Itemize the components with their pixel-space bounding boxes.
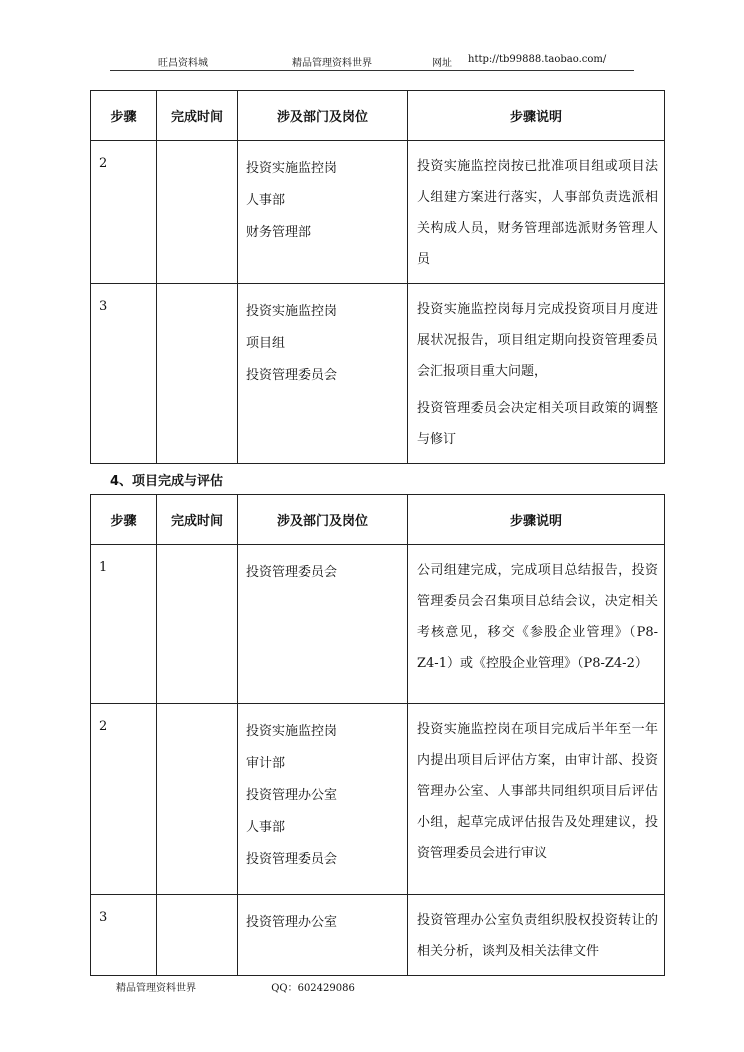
department-list bbox=[238, 141, 407, 249]
completion-time bbox=[157, 141, 238, 284]
page-header bbox=[110, 52, 634, 71]
header-time: 完成时间 bbox=[157, 495, 238, 545]
header-url-label: 网址 bbox=[432, 58, 452, 69]
header-departments: 涉及部门及岗位 bbox=[238, 495, 408, 545]
table-header-row bbox=[91, 91, 665, 141]
completion-time bbox=[157, 284, 238, 464]
description-paragraph: 投资实施监控岗每月完成投资项目月度进展状况报告，项目组定期向投资管理委员会汇报项目重大问题， bbox=[417, 302, 658, 379]
step-number: 3 bbox=[99, 910, 108, 925]
department-item: 投资管理委员会 bbox=[246, 852, 338, 867]
department-item: 人事部 bbox=[246, 193, 286, 208]
footer-qq-text: QQ：602429086 bbox=[271, 983, 355, 994]
department-item: 投资管理委员会 bbox=[246, 368, 338, 383]
department-list bbox=[238, 895, 407, 939]
step-number: 2 bbox=[99, 719, 108, 734]
page-footer bbox=[116, 979, 427, 994]
department-item: 投资实施监控岗 bbox=[246, 724, 338, 739]
header-description: 步骤说明 bbox=[408, 91, 665, 141]
step-description bbox=[408, 704, 664, 877]
step-description bbox=[408, 895, 664, 975]
table-row bbox=[91, 895, 665, 976]
steps-table-1 bbox=[90, 90, 665, 464]
department-item: 审计部 bbox=[246, 756, 286, 771]
step-number: 1 bbox=[99, 560, 108, 575]
description-paragraph: 公司组建完成，完成项目总结报告，投资管理委员会召集项目总结会议，决定相关考核意见，移交《参股企业管理》（P8-Z4-1）或《控股企业管理》（P8-Z4-2） bbox=[417, 563, 658, 671]
description-paragraph: 投资实施监控岗在项目完成后半年至一年内提出项目后评估方案，由审计部、投资管理办公室、人事部共同组织项目后评估小组，起草完成评估报告及处理建议，投资管理委员会进行审议 bbox=[417, 722, 658, 861]
header-middle-text: 精品管理资料世界 bbox=[292, 58, 372, 69]
table-row bbox=[91, 704, 665, 895]
department-item: 财务管理部 bbox=[246, 225, 312, 240]
department-item: 投资管理办公室 bbox=[246, 915, 338, 930]
header-departments: 涉及部门及岗位 bbox=[238, 91, 408, 141]
department-item: 人事部 bbox=[246, 820, 286, 835]
completion-time bbox=[157, 704, 238, 895]
step-number: 3 bbox=[99, 299, 108, 314]
steps-table-2 bbox=[90, 494, 665, 976]
footer-left-text: 精品管理资料世界 bbox=[116, 983, 196, 994]
description-paragraph: 投资实施监控岗按已批准项目组或项目法人组建方案进行落实，人事部负责选派相关构成人员，财务管理部选派财务管理人员 bbox=[417, 159, 658, 267]
department-item: 投资管理办公室 bbox=[246, 788, 338, 803]
table-row bbox=[91, 284, 665, 464]
completion-time bbox=[157, 545, 238, 704]
description-paragraph: 投资管理办公室负责组织股权投资转让的相关分析，谈判及相关法律文件 bbox=[417, 913, 658, 959]
department-item: 投资实施监控岗 bbox=[246, 304, 338, 319]
header-time: 完成时间 bbox=[157, 91, 238, 141]
completion-time bbox=[157, 895, 238, 976]
header-left-text: 旺昌资料城 bbox=[158, 58, 208, 69]
step-number: 2 bbox=[99, 156, 108, 171]
header-description: 步骤说明 bbox=[408, 495, 665, 545]
department-item: 项目组 bbox=[246, 336, 286, 351]
header-step: 步骤 bbox=[91, 495, 157, 545]
department-list bbox=[238, 704, 407, 876]
header-url-link[interactable]: http://tb99888.taobao.com/ bbox=[468, 54, 607, 65]
department-list bbox=[238, 284, 407, 392]
description-paragraph: 投资管理委员会决定相关项目政策的调整与修订 bbox=[417, 401, 658, 447]
department-item: 投资管理委员会 bbox=[246, 565, 338, 580]
section-title: 4、项目完成与评估 bbox=[110, 474, 224, 489]
department-list bbox=[238, 545, 407, 589]
table-header-row bbox=[91, 495, 665, 545]
step-description bbox=[408, 545, 664, 687]
department-item: 投资实施监控岗 bbox=[246, 161, 338, 176]
header-step: 步骤 bbox=[91, 91, 157, 141]
table-row bbox=[91, 545, 665, 704]
table-row bbox=[91, 141, 665, 284]
step-description bbox=[408, 284, 664, 463]
step-description bbox=[408, 141, 664, 283]
